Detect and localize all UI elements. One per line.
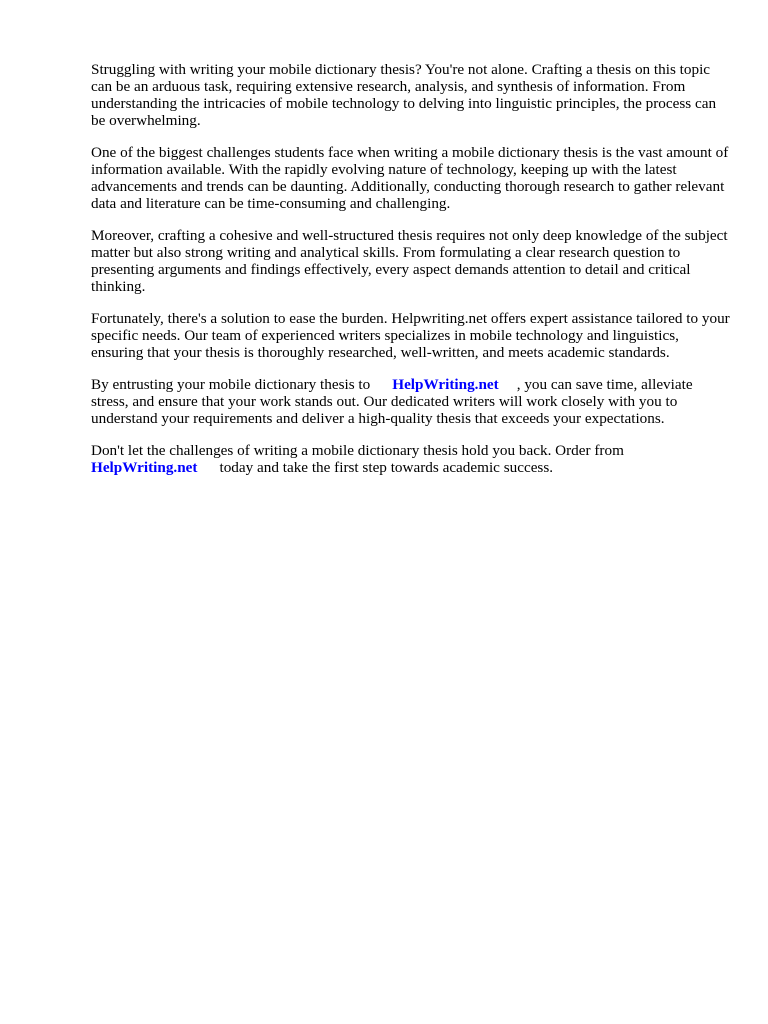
paragraph-solution: Fortunately, there's a solution to ease the burden. Helpwriting.net offers expert assistance tailored to your specific needs. Our team of experienced writers specializes in mobile technology and linguistics, ensuring that your thesis is thoroughly researched, well-written, and meets academic standards.	[91, 310, 730, 361]
helpwriting-link-order[interactable]: HelpWriting.net	[91, 459, 198, 476]
paragraph-order	[91, 442, 731, 476]
paragraph-entrusting-text-before: By entrusting your mobile dictionary thesis to	[91, 376, 371, 393]
paragraph-entrusting	[91, 376, 731, 427]
document-body	[91, 61, 731, 491]
paragraph-challenges: One of the biggest challenges students face when writing a mobile dictionary thesis is the vast amount of information available. With the rapidly evolving nature of technology, keeping up with the latest advancements and trends can be daunting. Additionally, conducting thorough research to gather relevant data and literature can be time-consuming and challenging.	[91, 144, 729, 212]
paragraph-order-text-after: today and take the first step towards academic success.	[219, 459, 554, 476]
paragraph-intro: Struggling with writing your mobile dictionary thesis? You're not alone. Crafting a thesis on this topic can be an arduous task, requiring extensive research, analysis, and synthesis of information. From understanding the intricacies of mobile technology to delving into linguistic principles, the process can be overwhelming.	[91, 61, 717, 129]
paragraph-entrusting-text-after: , you can save time, alleviate stress, and ensure that your work stands out. Our dedicated writers will work closely with you to understand your requirements and deliver a high-quality thesis that exceeds your expectations.	[91, 376, 693, 427]
paragraph-structure: Moreover, crafting a cohesive and well-structured thesis requires not only deep knowledge of the subject matter but also strong writing and analytical skills. From formulating a clear research question to presenting arguments and findings effectively, every aspect demands attention to detail and critical thinking.	[91, 227, 728, 295]
paragraph-order-text-before: Don't let the challenges of writing a mobile dictionary thesis hold you back. Order from	[91, 442, 624, 459]
helpwriting-link[interactable]: HelpWriting.net	[392, 376, 499, 393]
